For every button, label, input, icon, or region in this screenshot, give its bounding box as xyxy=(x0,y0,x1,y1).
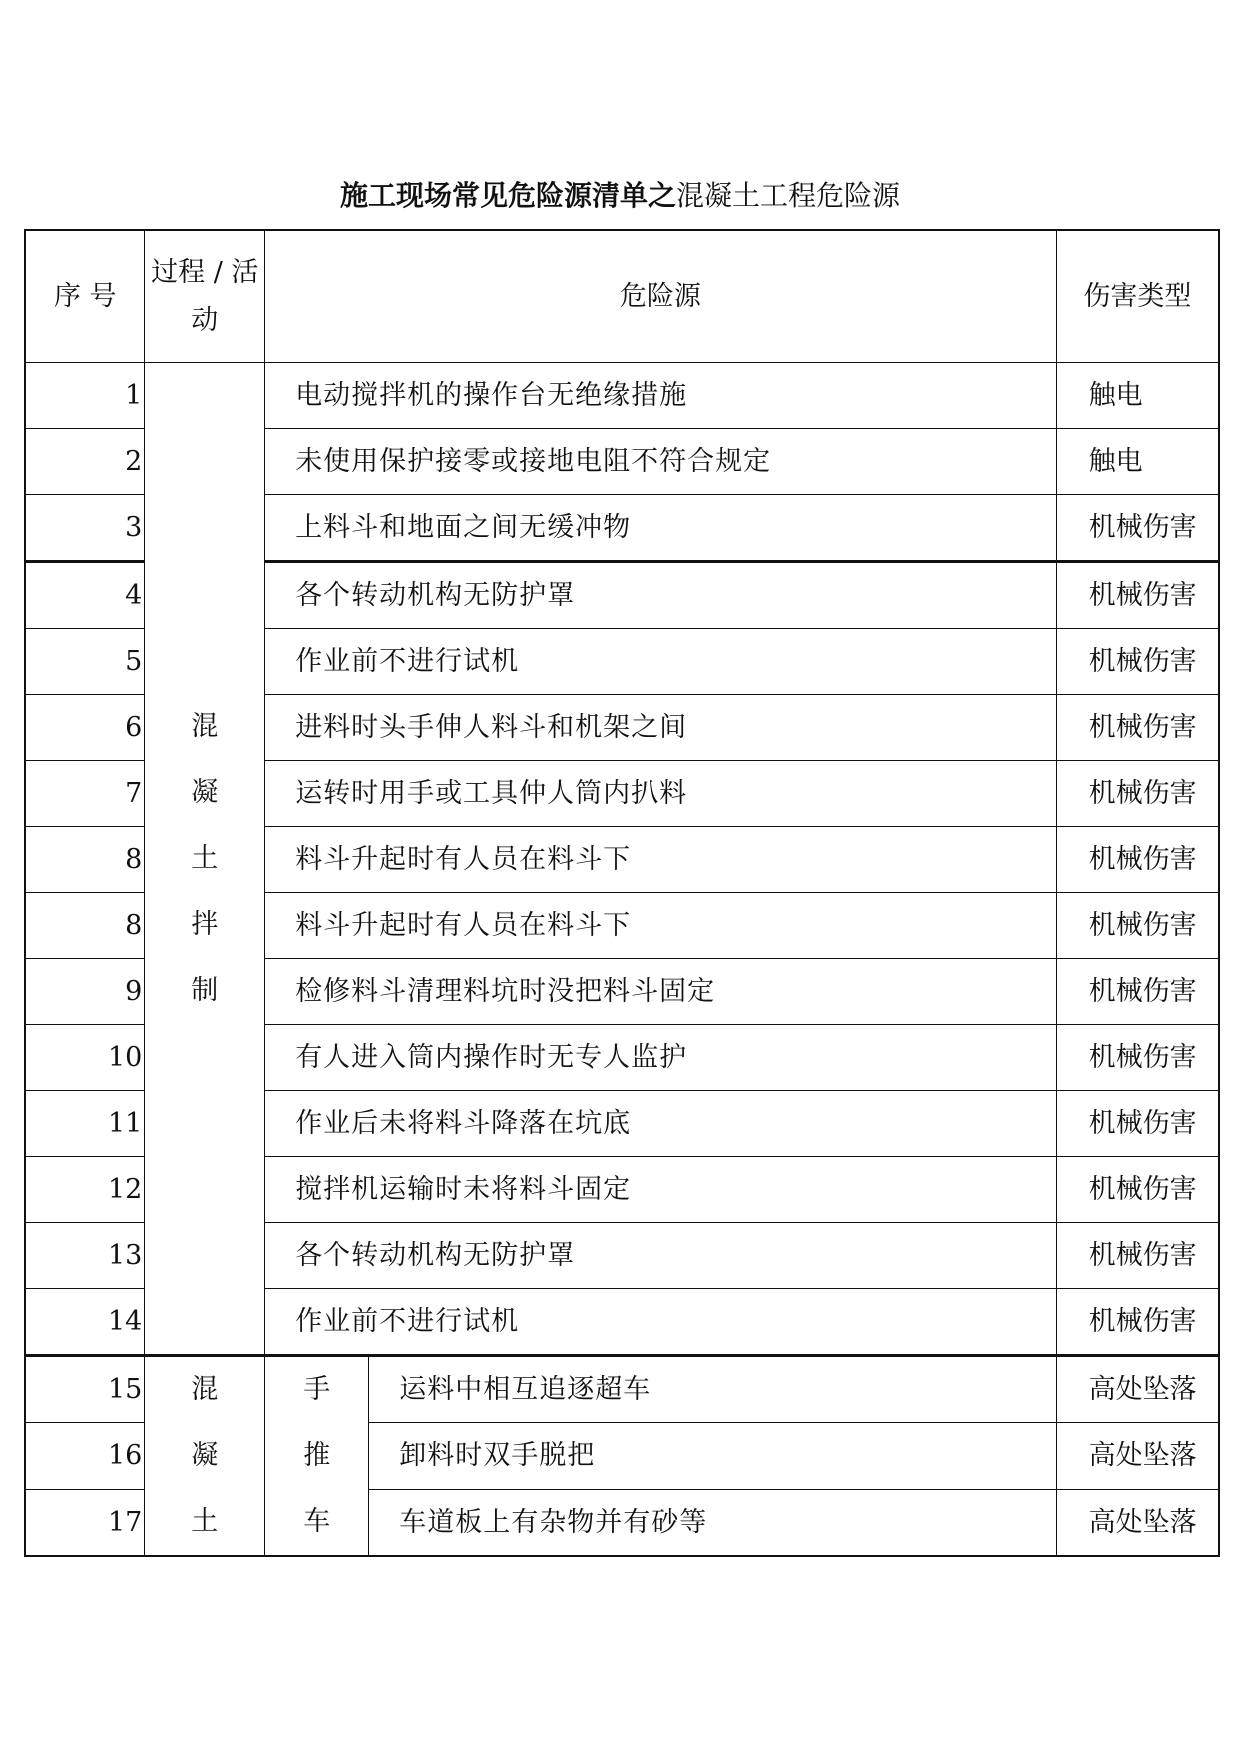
page-title xyxy=(0,174,1240,214)
header-row xyxy=(25,230,1219,363)
activity-label: 混凝土 xyxy=(191,1374,219,1537)
header-process: 过程 / 活动 xyxy=(145,230,265,363)
injury-type: 触电 xyxy=(1056,429,1219,495)
title-main: 施工现场常见危险源清单之 xyxy=(339,179,676,212)
hazard-description: 车道板上有杂物并有砂等 xyxy=(369,1489,1056,1556)
hazard-description: 上料斗和地面之间无缓冲物 xyxy=(265,495,1056,562)
injury-type: 机械伤害 xyxy=(1056,959,1219,1025)
sub-activity-wheelbarrow xyxy=(265,1356,369,1557)
row-number: 12 xyxy=(25,1157,145,1223)
hazard-description: 各个转动机构无防护罩 xyxy=(265,1223,1056,1289)
injury-type: 机械伤害 xyxy=(1056,1157,1219,1223)
sub-activity-label: 手推车 xyxy=(303,1374,331,1537)
row-number: 11 xyxy=(25,1091,145,1157)
row-number: 17 xyxy=(25,1489,145,1556)
hazard-description: 料斗升起时有人员在料斗下 xyxy=(265,893,1056,959)
hazard-description: 运料中相互追逐超车 xyxy=(369,1356,1056,1423)
injury-type: 机械伤害 xyxy=(1056,495,1219,562)
hazard-description: 有人进入筒内操作时无专人监护 xyxy=(265,1025,1056,1091)
injury-type: 机械伤害 xyxy=(1056,629,1219,695)
injury-type: 机械伤害 xyxy=(1056,761,1219,827)
row-number: 8 xyxy=(25,893,145,959)
hazard-description: 作业前不进行试机 xyxy=(265,1289,1056,1356)
hazard-description: 各个转动机构无防护罩 xyxy=(265,562,1056,629)
header-injury-type: 伤害类型 xyxy=(1056,230,1219,363)
row-number: 6 xyxy=(25,695,145,761)
header-number: 序 号 xyxy=(25,230,145,363)
row-number: 8 xyxy=(25,827,145,893)
injury-type: 机械伤害 xyxy=(1056,827,1219,893)
row-number: 9 xyxy=(25,959,145,1025)
title-subject: 混凝土工程危险源 xyxy=(676,179,901,212)
hazard-description: 检修料斗清理料坑时没把料斗固定 xyxy=(265,959,1056,1025)
hazard-table xyxy=(24,229,1220,1557)
injury-type: 机械伤害 xyxy=(1056,695,1219,761)
injury-type: 高处坠落 xyxy=(1056,1356,1219,1423)
table-row xyxy=(25,363,1219,429)
hazard-description: 搅拌机运输时未将料斗固定 xyxy=(265,1157,1056,1223)
row-number: 5 xyxy=(25,629,145,695)
hazard-description: 料斗升起时有人员在料斗下 xyxy=(265,827,1056,893)
injury-type: 高处坠落 xyxy=(1056,1423,1219,1489)
row-number: 2 xyxy=(25,429,145,495)
hazard-description: 电动搅拌机的操作台无绝缘措施 xyxy=(265,363,1056,429)
injury-type: 触电 xyxy=(1056,363,1219,429)
row-number: 10 xyxy=(25,1025,145,1091)
row-number: 14 xyxy=(25,1289,145,1356)
activity-label: 混凝土拌制 xyxy=(191,710,219,1006)
hazard-description: 未使用保护接零或接地电阻不符合规定 xyxy=(265,429,1056,495)
injury-type: 机械伤害 xyxy=(1056,1091,1219,1157)
row-number: 13 xyxy=(25,1223,145,1289)
hazard-description: 卸料时双手脱把 xyxy=(369,1423,1056,1489)
injury-type: 机械伤害 xyxy=(1056,1223,1219,1289)
injury-type: 高处坠落 xyxy=(1056,1489,1219,1556)
injury-type: 机械伤害 xyxy=(1056,562,1219,629)
row-number: 15 xyxy=(25,1356,145,1423)
row-number: 16 xyxy=(25,1423,145,1489)
injury-type: 机械伤害 xyxy=(1056,893,1219,959)
header-hazard: 危险源 xyxy=(265,230,1056,363)
table-row xyxy=(25,1356,1219,1423)
activity-concrete xyxy=(145,1356,265,1557)
hazard-description: 运转时用手或工具仲人筒内扒料 xyxy=(265,761,1056,827)
injury-type: 机械伤害 xyxy=(1056,1025,1219,1091)
row-number: 4 xyxy=(25,562,145,629)
row-number: 3 xyxy=(25,495,145,562)
hazard-description: 作业前不进行试机 xyxy=(265,629,1056,695)
hazard-description: 进料时头手伸人料斗和机架之间 xyxy=(265,695,1056,761)
activity-concrete-mixing xyxy=(145,363,265,1356)
hazard-description: 作业后未将料斗降落在坑底 xyxy=(265,1091,1056,1157)
injury-type: 机械伤害 xyxy=(1056,1289,1219,1356)
row-number: 1 xyxy=(25,363,145,429)
row-number: 7 xyxy=(25,761,145,827)
